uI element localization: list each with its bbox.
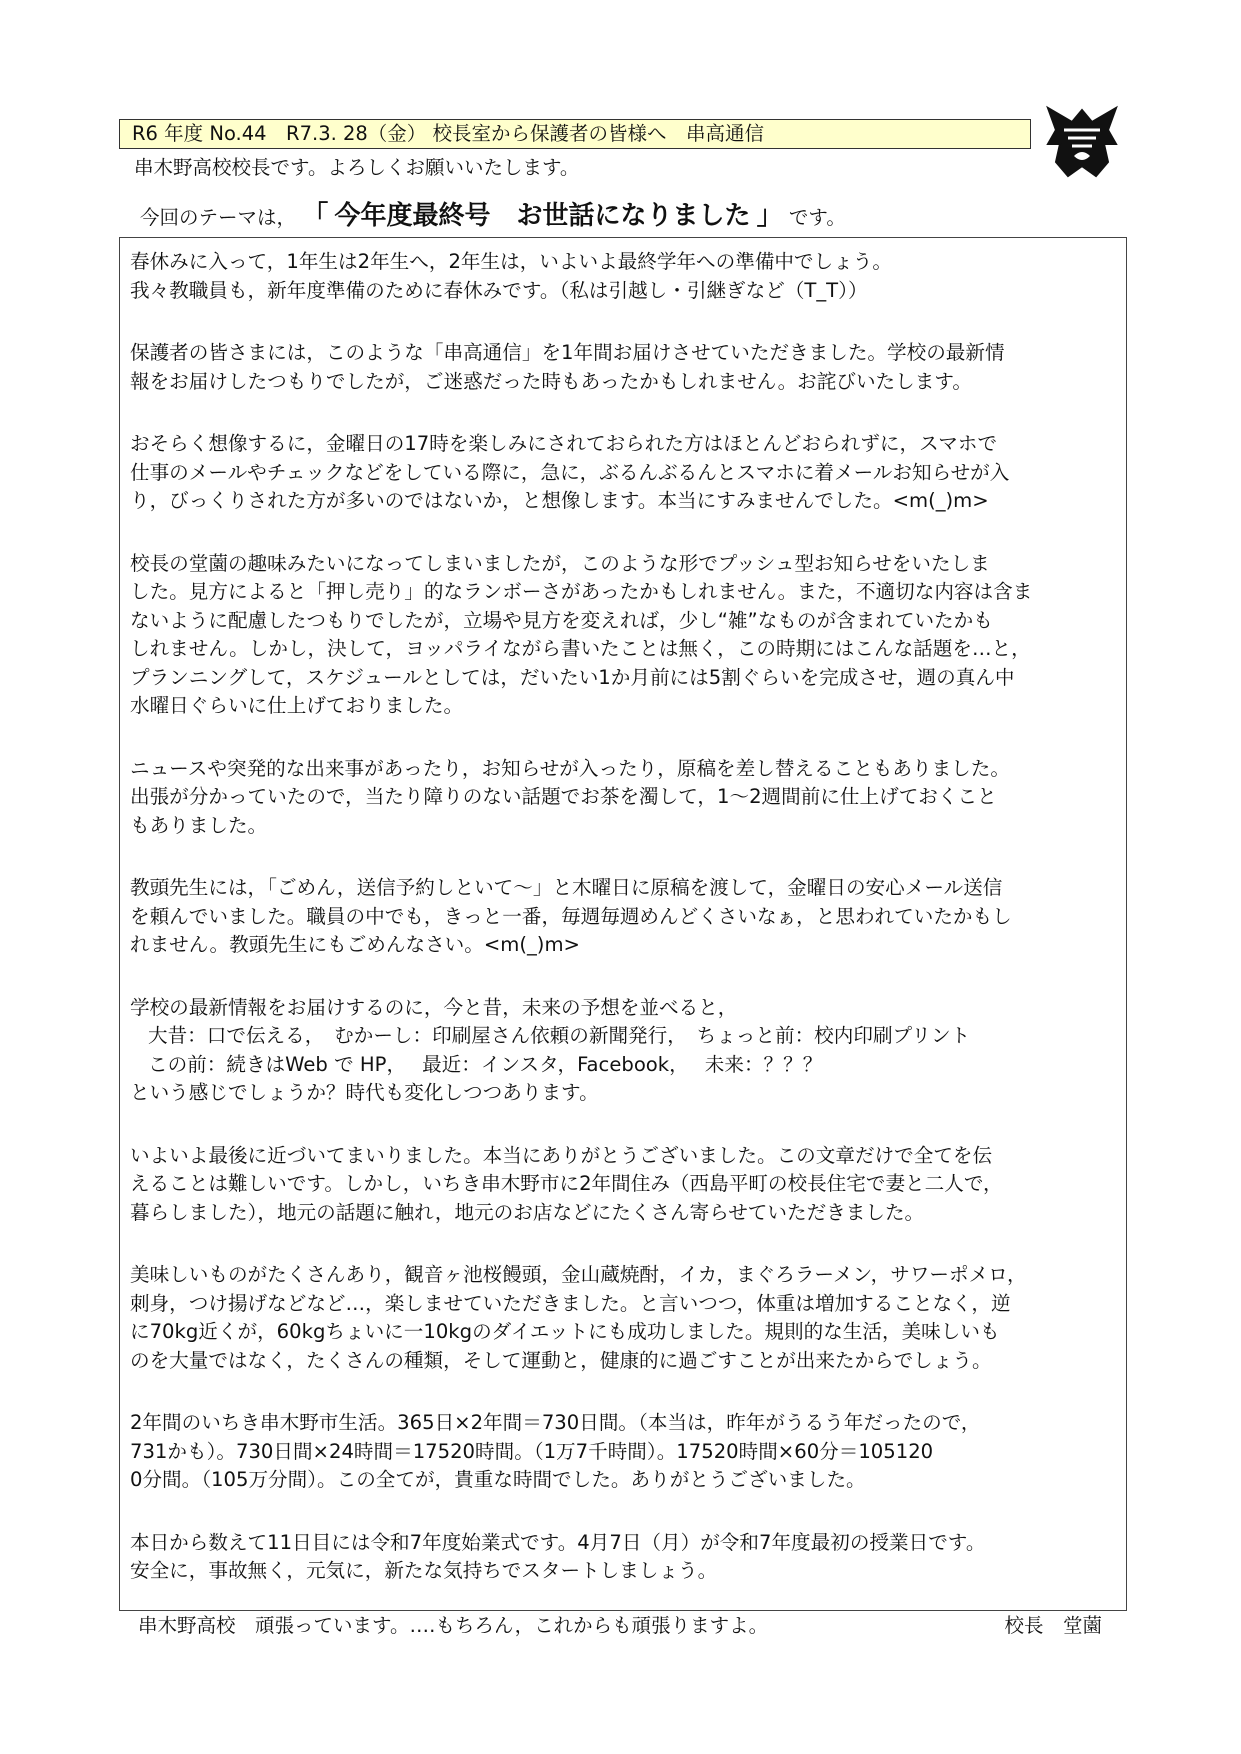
theme-title: 今年度最終号 お世話になりました	[334, 201, 751, 231]
greeting-text: 串木野高校校長です。よろしくお願いいたします。	[134, 156, 580, 179]
paragraph-line: 刺身，つけ揚げなどなど…，楽しませていただきました。と言いつつ，体重は増加することなく，逆	[130, 1291, 1011, 1315]
paragraph-line: 春休みに入って，1年生は2年生へ，2年生は，いよいよ最終学年への準備中でしょう。	[130, 250, 892, 273]
paragraph-line: という感じでしょうか？時代も変化しつつあります。	[130, 1081, 599, 1104]
paragraph-line: 2年間のいちき串木野市生活。365日×2年間＝730日間。（本当は，昨年がうるう年だったので，	[130, 1411, 981, 1434]
paragraph-line: 731かも）。730日間×24時間＝17520時間。（1万7千時間）。17520時間×60分＝105120	[130, 1439, 934, 1463]
footer-message: 串木野高校 頑張っています。‥‥もちろん，これからも頑張りますよ。	[138, 1614, 769, 1637]
paragraph-line: 水曜日ぐらいに仕上げておりました。	[130, 694, 464, 717]
paragraph-line: プランニングして，スケジュールとしては，だいたい1か月前には5割ぐらいを完成させ，週の真ん中	[130, 665, 1015, 689]
newsletter-title: R6 年度 No.44 R7.3. 28（金） 校長室から保護者の皆様へ 串高通信	[132, 122, 765, 145]
paragraph-line: 出張が分かっていたので，当たり障りのない話題でお茶を濁して，1～2週間前に仕上げておくこと	[130, 785, 997, 808]
paragraph-line: のを大量ではなく，たくさんの種類，そして運動と，健康的に過ごすことが出来たからでしょう。	[130, 1348, 992, 1372]
paragraph-info-history	[130, 994, 1116, 1108]
paragraph-line: えることは難しいです。しかし，いちき串木野市に2年間住み（西島平町の校長住宅で妻と二人で，	[130, 1172, 1003, 1195]
paragraph-line: 大昔：口で伝える， むかーし：印刷屋さん依頼の新聞発行， ちょっと前：校内印刷プリント	[148, 1024, 971, 1047]
paragraph-line: れません。教頭先生にもごめんなさい。<m(_)m>	[130, 933, 580, 956]
school-crest-icon	[1042, 100, 1122, 180]
paragraph-line: もありました。	[130, 813, 268, 837]
theme-close-bracket: 」	[756, 201, 783, 231]
paragraph-spring-break	[130, 248, 1116, 305]
paragraph-line: 0分間。（105万分間）。この全てが，貴重な時間でした。ありがとうございました。	[130, 1468, 866, 1491]
paragraph-push-notice	[130, 550, 1116, 721]
newsletter-header	[119, 119, 1031, 149]
paragraph-friday-mail	[130, 430, 1116, 516]
paragraph-line: 報をお届けしたつもりでしたが，ご迷惑だった時もあったかもしれません。お詫びいたします。	[130, 369, 972, 393]
footer	[138, 1612, 1102, 1640]
paragraph-line: を頼んでいました。職員の中でも，きっと一番，毎週毎週めんどくさいなぁ，と思われていたかもし	[130, 904, 1012, 928]
paragraph-line: 学校の最新情報をお届けするのに，今と昔，未来の予想を並べると，	[130, 995, 738, 1019]
paragraph-line: 校長の堂薗の趣味みたいになってしまいましたが，このような形でプッシュ型お知らせをいたしま	[130, 551, 990, 575]
theme-prefix: 今回のテーマは，	[140, 206, 297, 229]
paragraph-line: いよいよ最後に近づいてまいりました。本当にありがとうございました。この文章だけで全てを伝	[130, 1143, 993, 1167]
paragraph-newsletter-thanks	[130, 339, 1116, 396]
paragraph-line: 暮らしました），地元の話題に触れ，地元のお店などにたくさん寄らせていただきました。	[130, 1200, 925, 1224]
paragraph-line: 本日から数えて11日目には令和7年度始業式です。4月7日（月）が令和7年度最初の授業日です。	[130, 1530, 986, 1554]
principal-signature: 校長 堂薗	[1004, 1614, 1102, 1637]
paragraph-line: 教頭先生には，「ごめん，送信予約しといて～」と木曜日に原稿を渡して，金曜日の安心メール送信	[130, 876, 1003, 899]
theme-suffix: です。	[788, 206, 846, 229]
paragraph-line: 美味しいものがたくさんあり，観音ヶ池桜饅頭，金山蔵焼酎，イカ，まぐろラーメン，サワーポメロ，	[130, 1263, 1027, 1286]
paragraph-line: 我々教職員も，新年度準備のために春休みです。（私は引越し・引継ぎなど（T_T））	[130, 278, 868, 302]
paragraph-vice-principal	[130, 874, 1116, 960]
paragraph-farewell	[130, 1142, 1116, 1228]
paragraph-local-food	[130, 1261, 1116, 1375]
theme-open-bracket: 「	[302, 201, 329, 231]
paragraph-line: に70kg近くが，60kgちょいに一10kgのダイエットにも成功しました。規則的な生活，美味しいも	[130, 1320, 1000, 1343]
paragraph-line: ないように配慮したつもりでしたが，立場や見方を変えれば，少し“雑”なものが含まれていたかも	[130, 608, 993, 632]
paragraph-line: ニュースや突発的な出来事があったり，お知らせが入ったり，原稿を差し替えることもありました。	[130, 756, 1010, 780]
paragraph-new-year	[130, 1529, 1116, 1586]
paragraph-line: しれません。しかし，決して，ヨッパライながら書いたことは無く，この時期にはこんな話題を…と，	[130, 637, 1031, 660]
paragraph-line: 安全に，事故無く，元気に，新たな気持ちでスタートしましょう。	[130, 1559, 718, 1582]
paragraph-line: 保護者の皆さまには，このような「串高通信」を1年間お届けさせていただきました。学校の最新情	[130, 341, 1005, 364]
paragraph-line: 仕事のメールやチェックなどをしている際に，急に，ぶるんぶるんとスマホに着メールお知らせが入	[130, 460, 1010, 484]
paragraph-line: おそらく想像するに，金曜日の17時を楽しみにされておられた方はほとんどおられずに，スマホで	[130, 432, 998, 455]
paragraph-line: り，びっくりされた方が多いのではないか，と想像します。本当にすみませんでした。<m(_)m>	[130, 489, 989, 512]
paragraph-news-replacement	[130, 755, 1116, 841]
paragraph-line: この前：続きはWeb で HP， 最近：インスタ，Facebook， 未来：？？？	[148, 1052, 823, 1076]
theme-line	[140, 196, 846, 236]
paragraph-time-calculation	[130, 1409, 1116, 1495]
article-body	[119, 237, 1127, 1611]
paragraph-line: した。見方によると「押し売り」的なランボーさがあったかもしれません。また，不適切な内容は含ま	[130, 580, 1033, 603]
